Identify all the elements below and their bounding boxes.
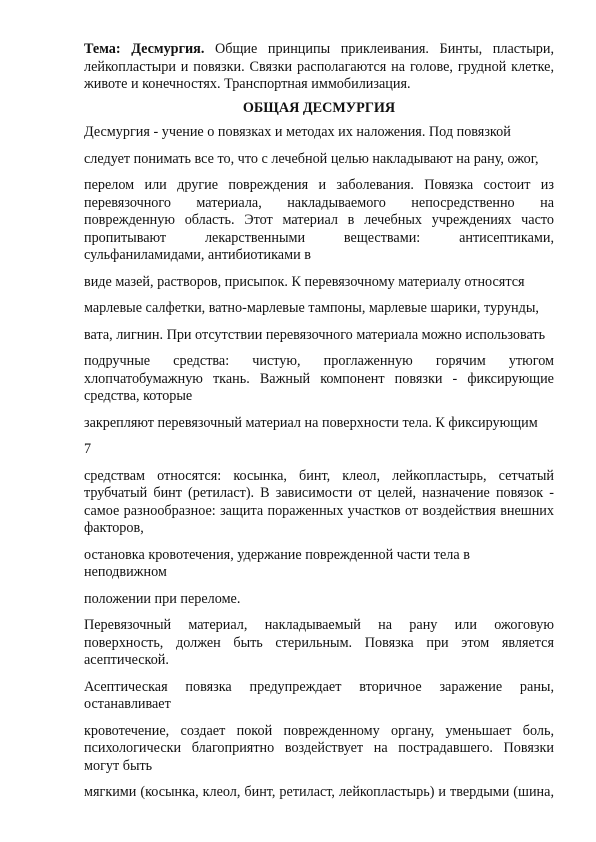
paragraph: остановка кровотечения, удержание поврежденной части тела в неподвижном: [84, 546, 470, 580]
paragraph: перелом или другие повреждения и заболевания. Повязка состоит из перевязочного материала, накладываемого непосредственно на поврежденную область. Этот материал в лечебных учреждениях часто пропитывают лекарственными веществами: антисептиками, сульфаниламидами, антибиотиками в: [84, 177, 554, 263]
section-title: ОБЩАЯ ДЕСМУРГИЯ: [242, 99, 396, 116]
paragraph: Десмургия - учение о повязках и методах их наложения. Под повязкой: [84, 124, 511, 140]
paragraph: виде мазей, растворов, присыпок. К перевязочному материалу относятся: [84, 273, 525, 290]
paragraph: подручные средства: чистую, проглаженную горячим утюгом хлопчатобумажную ткань. Важный компонент повязки - фиксирующие средства, которые: [84, 353, 554, 404]
paragraph: марлевые салфетки, ватно-марлевые тампоны, марлевые шарики, турунды,: [84, 300, 539, 316]
paragraph: Перевязочный материал, накладываемый на рану или ожоговую поверхность, должен быть стерильным. Повязка при этом является асептической.: [84, 617, 554, 668]
paragraph: кровотечение, создает покой поврежденному органу, уменьшает боль, психологически благоприятно воздействует на пострадавшего. Повязки могут быть: [84, 722, 554, 774]
document-page: [84, 41, 554, 802]
topic-text: Общие принципы приклеивания. Бинты, пластыри, лейкопластыри и повязки. Связки располагаются на голове, грудной клетке, животе и конечностях. Транспортная иммобилизация.: [84, 41, 555, 92]
paragraph: закрепляют перевязочный материал на поверхности тела. К фиксирующим: [84, 414, 538, 431]
paragraph: следует понимать все то, что с лечебной целью накладывают на рану, ожог,: [84, 150, 539, 167]
page-number: 7: [84, 441, 92, 457]
paragraph: положении при переломе.: [84, 590, 241, 607]
paragraph: вата, лигнин. При отсутствии перевязочного материала можно использовать: [84, 326, 546, 343]
paragraph: средствам относятся: косынка, бинт, клеол, лейкопластырь, сетчатый трубчатый бинт (ретиласт). В зависимости от целей, назначение повязок - самое разнообразное: защита пораженных участков от воздействия внешних факторов,: [84, 467, 554, 536]
topic-paragraph: [84, 41, 554, 94]
paragraph: Асептическая повязка предупреждает вторичное заражение раны, останавливает: [84, 678, 554, 712]
paragraph: мягкими (косынка, клеол, бинт, ретиласт, лейкопластырь) и твердыми (шина,: [84, 784, 554, 800]
topic-label: Тема: Десмургия.: [84, 41, 205, 57]
